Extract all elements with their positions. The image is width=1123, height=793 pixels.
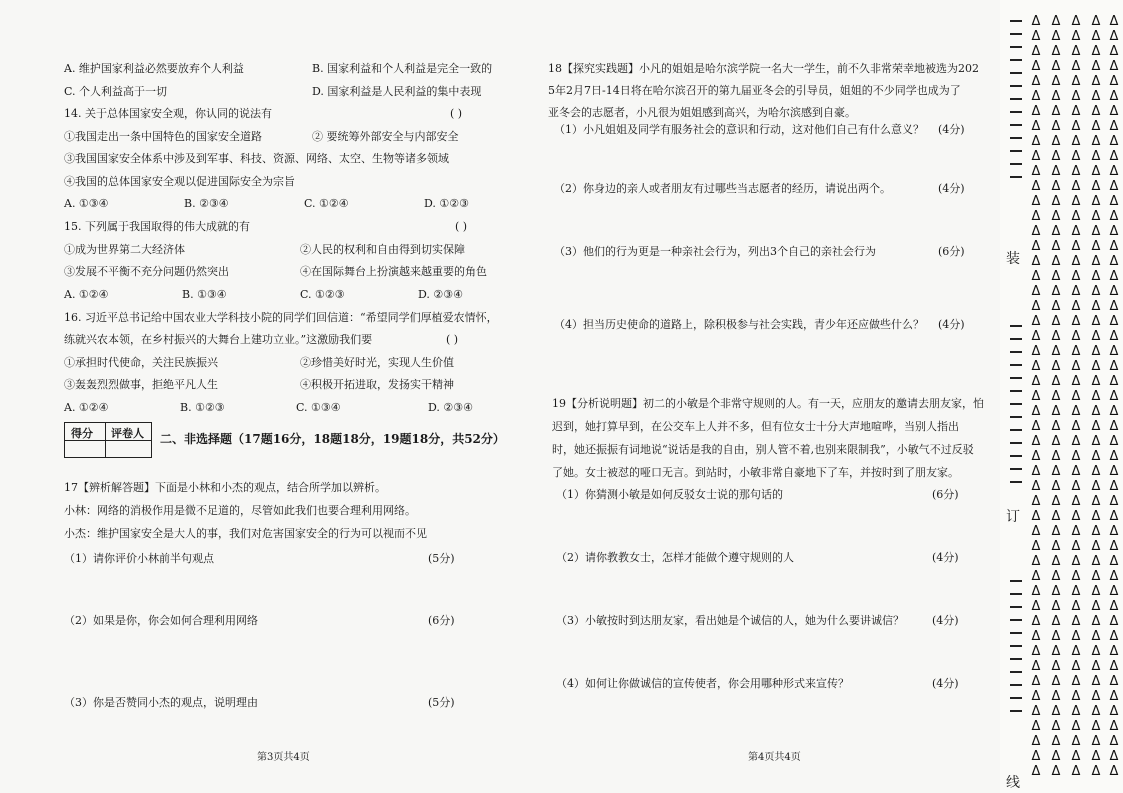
q17-xiaolin: 小林：网络的消极作用是微不足道的，尽管如此我们也要合理利用网络。 <box>64 504 416 517</box>
q16-choice-c: C. ①③④ <box>296 401 341 414</box>
q16-choices <box>64 401 544 414</box>
triangle-column: Δ Δ Δ Δ Δ Δ Δ Δ Δ Δ Δ Δ Δ Δ Δ Δ Δ Δ Δ Δ Δ Δ Δ Δ Δ Δ Δ Δ Δ Δ Δ Δ Δ Δ Δ Δ Δ Δ Δ Δ Δ Δ Δ Δ Δ Δ Δ Δ Δ Δ Δ <box>1051 14 1061 779</box>
q15-item-4: ④在国际舞台上扮演越来越重要的角色 <box>300 265 487 278</box>
q19-line2: 迟到，她打算早到，在公交车上人并不多，但有位女士十分大声地喧哗，当别人指出 <box>552 420 959 433</box>
q16-answer-bracket: ( ) <box>446 333 459 346</box>
q15-choice-a: A. ①②④ <box>64 288 109 301</box>
q18-sub4-score: (4分) <box>938 318 965 331</box>
q16-item-4: ④积极开拓进取，发扬实干精神 <box>300 378 454 391</box>
q13-option-c: C. 个人利益高于一切 <box>64 85 168 98</box>
q16-choice-a: A. ①②④ <box>64 401 109 414</box>
q17-sub3-score: (5分) <box>428 696 455 709</box>
binding-label-zhuang: 装 <box>1006 251 1020 267</box>
binding-label-xian: 线 <box>1006 775 1020 791</box>
q17-sub2: （2）如果是你，你会如何合理利用网络 <box>64 614 258 627</box>
q15-answer-bracket: ( ) <box>455 220 468 233</box>
q19-sub1-score: (6分) <box>932 488 959 501</box>
q14-choice-d: D. ①②③ <box>424 197 470 210</box>
q14-item-1: ①我国走出一条中国特色的国家安全道路 <box>64 130 262 143</box>
q19-sub4: （4）如何让你做诚信的宣传使者，你会用哪种形式来宣传？ <box>556 677 849 690</box>
q14-stem: 14. 关于总体国家安全观，你认同的说法有 <box>64 107 272 120</box>
q15-stem: 15. 下列属于我国取得的伟大成就的有 <box>64 220 250 233</box>
binding-dash-middle <box>1010 325 1022 494</box>
q16-stem-line2: 练就兴农本领，在乡村振兴的大舞台上建功立业。”这激励我们要 <box>64 333 373 346</box>
q16-stem-line1: 16. 习近平总书记给中国农业大学科技小院的同学们回信道：“希望同学们厚植爱农情怀， <box>64 311 498 324</box>
q13-option-d: D. 国家利益是人民利益的集中表现 <box>312 85 482 98</box>
q17-stem: 17【辨析解答题】下面是小林和小杰的观点，结合所学加以辨析。 <box>64 481 386 494</box>
score-box <box>64 422 152 458</box>
q13-option-b: B. 国家利益和个人利益是完全一致的 <box>312 62 493 75</box>
binding-label-ding: 订 <box>1006 509 1020 525</box>
q14-choice-c: C. ①②④ <box>304 197 349 210</box>
q13-option-a: A. 维护国家利益必然要放弃个人利益 <box>64 62 244 75</box>
q15-choice-c: C. ①②③ <box>300 288 345 301</box>
triangle-column: Δ Δ Δ Δ Δ Δ Δ Δ Δ Δ Δ Δ Δ Δ Δ Δ Δ Δ Δ Δ Δ Δ Δ Δ Δ Δ Δ Δ Δ Δ Δ Δ Δ Δ Δ Δ Δ Δ Δ Δ Δ Δ Δ Δ Δ Δ Δ Δ Δ Δ Δ <box>1031 14 1041 779</box>
q18-sub3: （3）他们的行为更是一种亲社会行为，列出3个自己的亲社会行为 <box>554 245 876 258</box>
q19-sub4-score: (4分) <box>932 677 959 690</box>
q15-choice-b: B. ①③④ <box>182 288 227 301</box>
q18-sub1: （1）小凡姐姐及同学有服务社会的意识和行动，这对他们自己有什么意义？ <box>554 123 924 136</box>
q14-choice-a: A. ①③④ <box>64 197 109 210</box>
q15-choices <box>64 288 536 301</box>
q16-item-3: ③轰轰烈烈做事，拒绝平凡人生 <box>64 378 218 391</box>
grader-label: 评卷人 <box>111 427 144 440</box>
q15-item-1: ①成为世界第二大经济体 <box>64 243 185 256</box>
q15-item-2: ②人民的权利和自由得到切实保障 <box>300 243 465 256</box>
q16-item-2: ②珍惜美好时光，实现人生价值 <box>300 356 454 369</box>
q15-item-3: ③发展不平衡不充分问题仍然突出 <box>64 265 229 278</box>
q19-line4: 了她。女士被怼的哑口无言。到站时，小敏非常自豪地下了车，并按时到了朋友家。 <box>552 466 959 479</box>
q14-item-3: ③我国国家安全体系中涉及到军事、科技、资源、网络、太空、生物等诸多领域 <box>64 152 449 165</box>
q17-xiaojie: 小杰：维护国家安全是大人的事，我们对危害国家安全的行为可以视而不见 <box>64 527 427 540</box>
q18-sub1-score: (4分) <box>938 123 965 136</box>
q16-choice-b: B. ①②③ <box>180 401 225 414</box>
q18-line3: 亚冬会的志愿者，小凡很为姐姐感到高兴，为哈尔滨感到自豪。 <box>548 106 856 119</box>
q18-line1: 18【探究实践题】小凡的姐姐是哈尔滨学院一名大一学生，前不久非常荣幸地被选为202 <box>548 62 979 75</box>
q18-sub2-score: (4分) <box>938 182 965 195</box>
q19-line3: 时，她还振振有词地说“说话是我的自由，别人管不着,也别来限制我”，小敏气不过反驳 <box>552 443 974 456</box>
q17-sub1: （1）请你评价小林前半句观点 <box>64 552 214 565</box>
q18-sub4: （4）担当历史使命的道路上，除积极参与社会实践，青少年还应做些什么？ <box>554 318 924 331</box>
q18-sub2: （2）你身边的亲人或者朋友有过哪些当志愿者的经历，请说出两个。 <box>554 182 891 195</box>
binding-dash-top <box>1010 20 1022 189</box>
q14-choice-b: B. ②③④ <box>184 197 229 210</box>
binding-dash-bottom <box>1010 580 1022 723</box>
q17-sub2-score: (6分) <box>428 614 455 627</box>
score-label: 得分 <box>71 427 93 440</box>
q14-choices <box>64 197 544 210</box>
q18-sub3-score: (6分) <box>938 245 965 258</box>
q19-sub1: （1）你猜测小敏是如何反驳女士说的那句话的 <box>556 488 783 501</box>
q14-item-4: ④我国的总体国家安全观以促进国际安全为宗旨 <box>64 175 295 188</box>
q14-item-2: ② 要统筹外部安全与内部安全 <box>312 130 459 143</box>
right-page-footer: 第4页共4页 <box>748 752 801 763</box>
section-title: 二、非选择题（17题16分，18题18分，19题18分，共52分） <box>160 432 505 446</box>
triangle-column: Δ Δ Δ Δ Δ Δ Δ Δ Δ Δ Δ Δ Δ Δ Δ Δ Δ Δ Δ Δ Δ Δ Δ Δ Δ Δ Δ Δ Δ Δ Δ Δ Δ Δ Δ Δ Δ Δ Δ Δ Δ Δ Δ Δ Δ Δ Δ Δ Δ Δ Δ <box>1091 14 1101 779</box>
q19-sub2-score: (4分) <box>932 551 959 564</box>
q19-sub3-score: (4分) <box>932 614 959 627</box>
q19-line1: 19【分析说明题】初二的小敏是个非常守规则的人。有一天，应朋友的邀请去朋友家，怕 <box>552 397 984 410</box>
q18-line2: 5年2月7日-14日将在哈尔滨召开的第九届亚冬会的引导员，姐姐的不少同学也成为了 <box>548 84 961 97</box>
triangle-column: Δ Δ Δ Δ Δ Δ Δ Δ Δ Δ Δ Δ Δ Δ Δ Δ Δ Δ Δ Δ Δ Δ Δ Δ Δ Δ Δ Δ Δ Δ Δ Δ Δ Δ Δ Δ Δ Δ Δ Δ Δ Δ Δ Δ Δ Δ Δ Δ Δ Δ Δ <box>1109 14 1119 779</box>
triangle-column: Δ Δ Δ Δ Δ Δ Δ Δ Δ Δ Δ Δ Δ Δ Δ Δ Δ Δ Δ Δ Δ Δ Δ Δ Δ Δ Δ Δ Δ Δ Δ Δ Δ Δ Δ Δ Δ Δ Δ Δ Δ Δ Δ Δ Δ Δ Δ Δ Δ Δ Δ <box>1071 14 1081 779</box>
q19-sub3: （3）小敏按时到达朋友家，看出她是个诚信的人，她为什么要讲诚信？ <box>556 614 904 627</box>
q16-choice-d: D. ②③④ <box>428 401 474 414</box>
q16-item-1: ①承担时代使命，关注民族振兴 <box>64 356 218 369</box>
q15-choice-d: D. ②③④ <box>418 288 464 301</box>
q17-sub3: （3）你是否赞同小杰的观点，说明理由 <box>64 696 258 709</box>
q14-answer-bracket: ( ) <box>450 107 463 120</box>
q19-sub2: （2）请你教教女士，怎样才能做个遵守规则的人 <box>556 551 794 564</box>
left-page-footer: 第3页共4页 <box>257 752 310 763</box>
q17-sub1-score: (5分) <box>428 552 455 565</box>
